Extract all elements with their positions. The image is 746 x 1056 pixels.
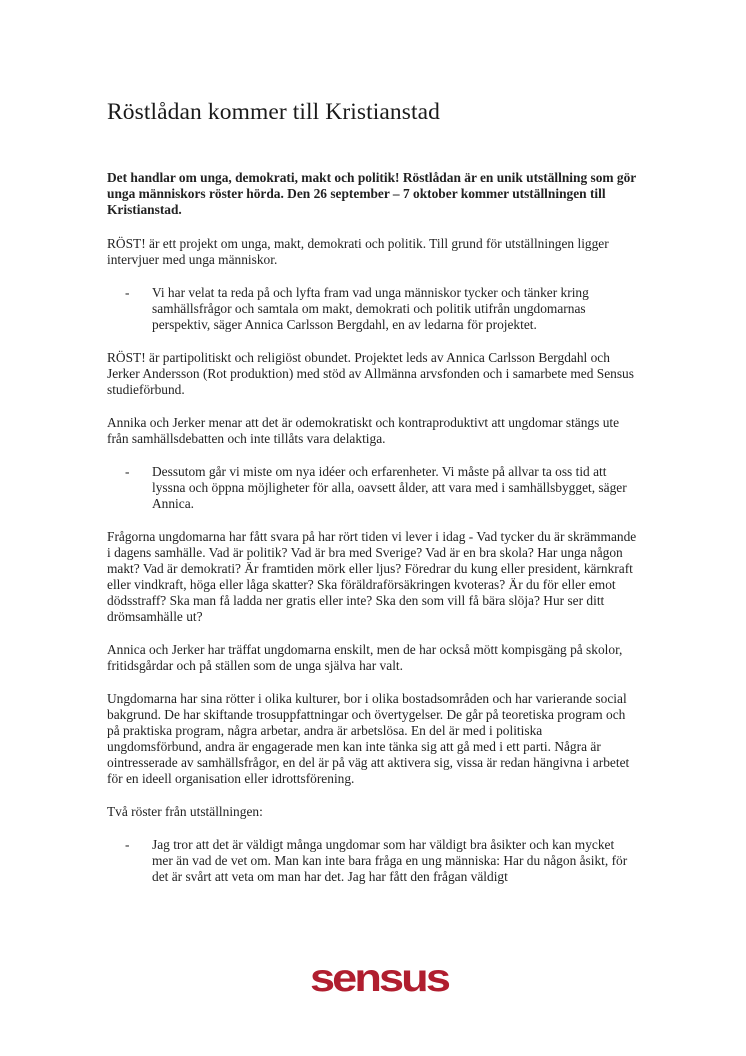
- quote-paragraph: [107, 464, 637, 512]
- body-paragraph: RÖST! är ett projekt om unga, makt, demokrati och politik. Till grund för utställningen ligger intervjuer med unga människor.: [107, 236, 609, 267]
- quote-text: Jag tror att det är väldigt många ungdomar som har väldigt bra åsikter och kan mycket mer än vad de vet om. Man kan inte bara fråga en ung människa: Har du någon åsikt, för det är svårt att veta om man har det. Jag har fått den frågan väldigt: [152, 837, 628, 884]
- body-paragraph: RÖST! är partipolitiskt och religiöst obundet. Projektet leds av Annica Carlsson Bergdahl och Jerker Andersson (Rot produktion) med stöd av Allmänna arvsfonden och i samarbete med Sensus studieförbund.: [107, 350, 634, 397]
- body-paragraph: Annika och Jerker menar att det är odemokratiskt och kontraproduktivt att ungdomar stängs ute från samhällsdebatten och inte tillåts vara delaktiga.: [107, 415, 620, 446]
- dash-bullet: -: [125, 837, 130, 852]
- dash-bullet: -: [125, 464, 130, 479]
- quote-text: Dessutom går vi miste om nya idéer och erfarenheter. Vi måste på allvar ta oss tid att lyssna och öppna möjligheter för alla, oavsett ålder, att vara med i samhällsbygget, säger Annica.: [152, 464, 627, 511]
- quote-paragraph: [107, 285, 637, 333]
- sensus-logo: [308, 958, 450, 1002]
- quote-paragraph: [107, 837, 637, 885]
- body-paragraph: Ungdomarna har sina rötter i olika kulturer, bor i olika bostadsområden och har varierande social bakgrund. De har skiftande trosuppfattningar och övertygelser. De går på teoretiska program och på praktiska program, några arbetar, andra är arbetslösa. En del är med i politiska ungdomsförbund, andra är engagerade men kan inte tänka sig att gå med i ett parti. Några är ointresserade av samhällsfrågor, en del är på väg att aktivera sig, vissa är redan hängivna i arbetet för en ideell organisation eller idrottsförening.: [107, 691, 630, 786]
- sensus-logo-text: sensus: [310, 958, 450, 1000]
- dash-bullet: -: [125, 285, 130, 300]
- quote-text: Vi har velat ta reda på och lyfta fram vad unga människor tycker och tänker kring samhällsfrågor och samtala om makt, demokrati och politik utifrån ungdomarnas perspektiv, säger Annica Carlsson Bergdahl, en av ledarna för projektet.: [152, 285, 589, 332]
- body-paragraph: Annica och Jerker har träffat ungdomarna enskilt, men de har också mött kompisgäng på skolor, fritidsgårdar och på ställen som de unga själva har valt.: [107, 642, 623, 673]
- page-title: Röstlådan kommer till Kristianstad: [107, 99, 441, 125]
- body-paragraph: Frågorna ungdomarna har fått svara på har rört tiden vi lever i idag - Vad tycker du är skrämmande i dagens samhälle. Vad är politik? Vad är bra med Sverige? Vad är en bra skola? Har unga någon makt? Vad är demokrati? Är framtiden mörk eller ljus? Föredrar du kung eller president, kärnkraft eller vindkraft, höga eller låga skatter? Ska föräldraförsäkringen kvoteras? Är du för eller emot dödsstraff? Ska man få ladda ner gratis eller inte? Ska den som vill få bära slöja? Hur ser ditt drömsamhälle ut?: [107, 529, 637, 624]
- body-paragraph: Två röster från utställningen:: [107, 804, 263, 819]
- document-body: [107, 98, 637, 902]
- lead-paragraph: Det handlar om unga, demokrati, makt och politik! Röstlådan är en unik utställning som gör unga människors röster hörda. Den 26 september – 7 oktober kommer utställningen till Kristianstad.: [107, 170, 637, 217]
